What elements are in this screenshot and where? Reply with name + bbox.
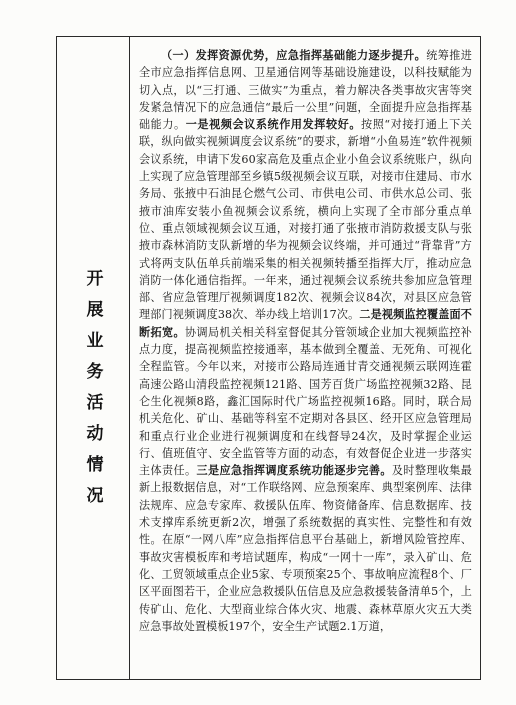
report-form-table — [56, 36, 481, 680]
row-label-cell — [57, 37, 130, 679]
body-paragraph — [139, 47, 472, 635]
text-run: 按照“对接打通上下关联，纵向做实视频调度会议系统”的要求，新增“小鱼易连”软件视频会议系统，申请下发60家高危及重点企业小鱼会议系统账户，纵向上实现了应急管理部至乡镇5级视频会议互联，对接市住建局、市水务局、张掖中石油昆仑燃气公司、市供电公司、市供水总公司、张掖市油库安装小鱼视频会议系统，横向上实现了全市部分重点单位、重点领域视频会议互通，对接打通了张掖市消防救援支队与张掖市森林消防支队新增的华为视频会议终端，并可通过“背靠背”方式将两支队伍单兵前端采集的相关视频转播至指挥大厅，推动应急消防一体化通信指挥。一年来，通过视频会议系统共参加应急管理部、省应急管理厅视频调度182次、视频会议84次，对县区应急管理部门视频调度38次、举办线上培训17次。 — [139, 118, 472, 322]
point-heading-1: 一是视频会议系统作用发挥较好。 — [185, 118, 362, 132]
text-run: 及时整理收集最新上报数据信息，对“工作联络网、应急预案库、典型案例库、法律法规库、应急专家库、救援队伍库、物资储备库、信息数据库、技术支撑库系统更新2次，增强了系统数据的真实性、完整性和有效性。在原“一网八库”应急指挥信息平台基础上，新增风险管控库、事故灾害模板库和考培试题库，构成“一网十一库”，录入矿山、危化、工贸领域重点企业5家、专项预案25个、事故响应流程8个、厂区平面图若干，企业应急救援队伍信息及应急救援装备清单5个，上传矿山、危化、大型商业综合体火灾、地震、森林草原火灾五大类应急事故处置模板197个，安全生产试题2.1万道， — [139, 464, 472, 633]
section-heading: （一）发挥资源优势，应急指挥基础能力逐步提升。 — [161, 49, 427, 62]
content-cell — [130, 37, 480, 679]
point-heading-2: 二是视频监控覆盖面不断拓宽。 — [139, 308, 472, 339]
text-run: 统筹推进全市应急指挥信息网、卫星通信网等基础设施建设，以科技赋能为切入点，以“三打通、三做实”为重点，着力解决各类事故灾害等突发紧急情况下的应急通信“最后一公里”问题，全面提升应急指挥基础能力。 — [139, 49, 472, 132]
point-heading-3: 三是应急指挥调度系统功能逐步完善。 — [196, 464, 392, 478]
row-label: 开展业务活动情况 — [82, 269, 103, 517]
text-run: 协调局机关相关科室督促其分管领域企业加大视频监控补点力度，提高视频监控接通率，基本做到全覆盖、无死角、可视化全程监管。今年以来，对接市公路局连通甘青交通视频云联网连霍高速公路山清段监控视频121路、国芳百货广场监控视频32路、昆仑生化视频8路，鑫汇国际时代广场监控视频16路。同时，联合局机关危化、矿山、基础等科室不定期对各县区、经开区应急管理局和重点行业企业进行视频调度和在线督导24次，及时掌握企业运行、值班值守、安全监管等方面的动态，有效督促企业进一步落实主体责任。 — [139, 325, 472, 478]
